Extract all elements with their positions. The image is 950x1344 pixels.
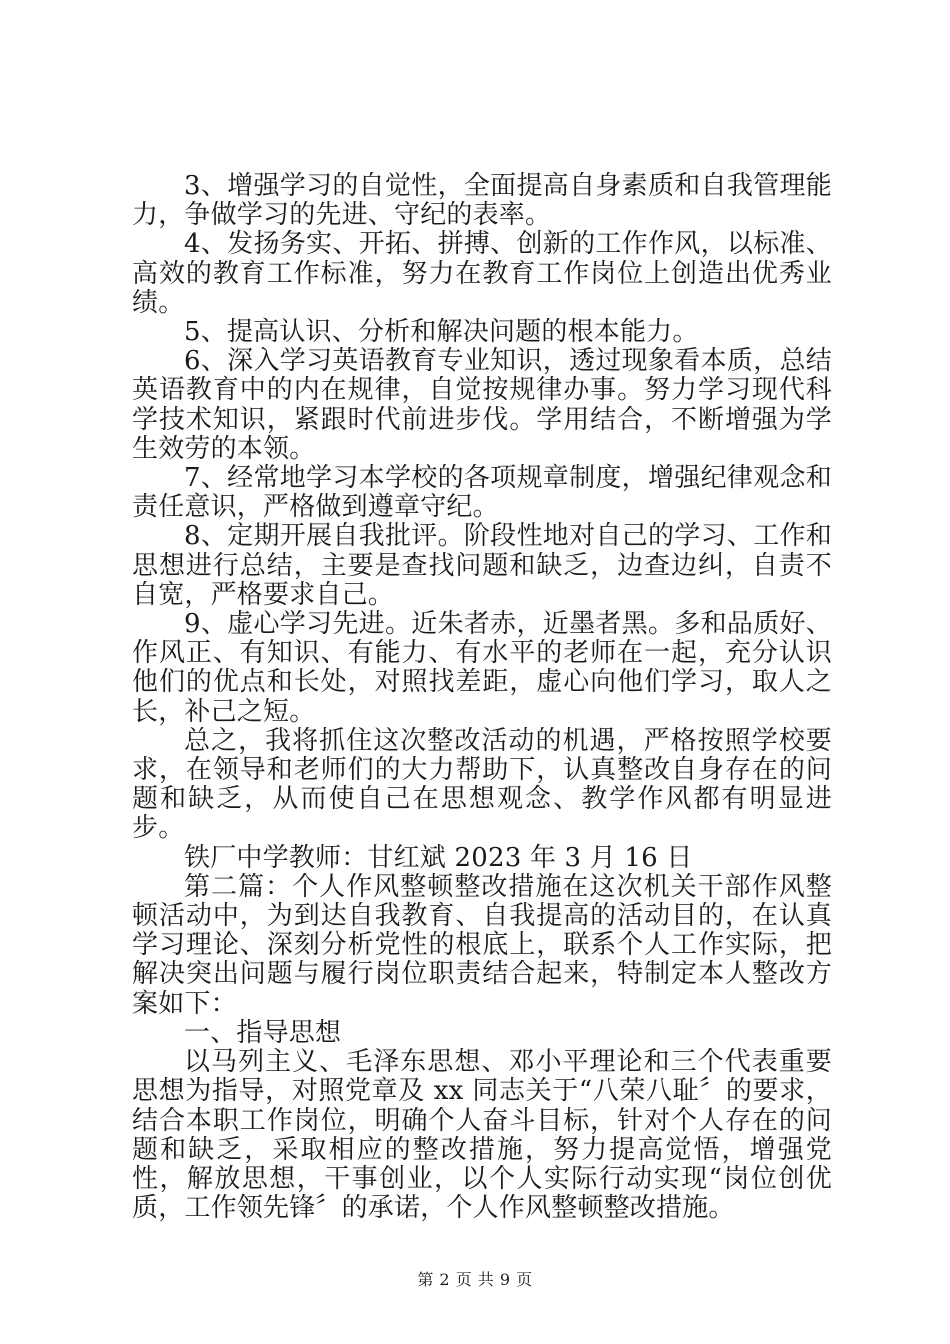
paragraph-item-4: 4、发扬务实、开拓、拼搏、创新的工作作风，以标准、高效的教育工作标准，努力在教育工作岗位上创造出优秀业绩。 (132, 229, 832, 318)
paragraph-item-3: 3、增强学习的自觉性，全面提高自身素质和自我管理能力，争做学习的先进、守纪的表率。 (132, 171, 832, 231)
paragraph-part-two-intro: 第二篇：个人作风整顿整改措施在这次机关干部作风整顿活动中，为到达自我教育、自我提高的活动目的，在认真学习理论、深刻分析党性的根底上，联系个人工作实际，把解决突出问题与履行岗位职责结合起来，特制定本人整改方案如下： (132, 871, 832, 1019)
paragraph-conclusion: 总之，我将抓住这次整改活动的机遇，严格按照学校要求，在领导和老师们的大力帮助下，认真整改自身存在的问题和缺乏，从而使自己在思想观念、教学作风都有明显进步。 (132, 725, 832, 844)
paragraph-item-7: 7、经常地学习本学校的各项规章制度，增强纪律观念和责任意识，严格做到遵章守纪。 (132, 463, 832, 523)
paragraph-item-9: 9、虚心学习先进。近朱者赤，近墨者黑。多和品质好、作风正、有知识、有能力、有水平的老师在一起，充分认识他们的优点和长处，对照找差距，虚心向他们学习，取人之长，补己之短。 (132, 609, 832, 727)
section-heading-guiding-ideology: 一、指导思想 (184, 1017, 342, 1048)
paragraph-signature: 铁厂中学教师：甘红斌 2023 年 3 月 16 日 (184, 842, 693, 873)
document-body (132, 172, 832, 1223)
page-number-footer: 第 2 页 共 9 页 (417, 1270, 533, 1289)
paragraph-guiding-ideology: 以马列主义、毛泽东思想、邓小平理论和三个代表重要思想为指导，对照党章及 xx 同志关于“八荣八耻〞的要求，结合本职工作岗位，明确个人奋斗目标，针对个人存在的问题和缺乏，采取相应的整改措施，努力提高觉悟，增强党性，解放思想，干事创业，以个人实际行动实现“岗位创优质，工作领先锋〞的承诺，个人作风整顿整改措施。 (132, 1047, 832, 1224)
paragraph-item-8: 8、定期开展自我批评。阶段性地对自己的学习、工作和思想进行总结，主要是查找问题和缺乏，边查边纠，自责不自宽，严格要求自己。 (132, 521, 832, 610)
paragraph-item-5: 5、提高认识、分析和解决问题的根本能力。 (184, 317, 699, 348)
paragraph-item-6: 6、深入学习英语教育专业知识，透过现象看本质，总结英语教育中的内在规律，自觉按规律办事。努力学习现代科学技术知识，紧跟时代前进步伐。学用结合，不断增强为学生效劳的本领。 (132, 346, 832, 464)
